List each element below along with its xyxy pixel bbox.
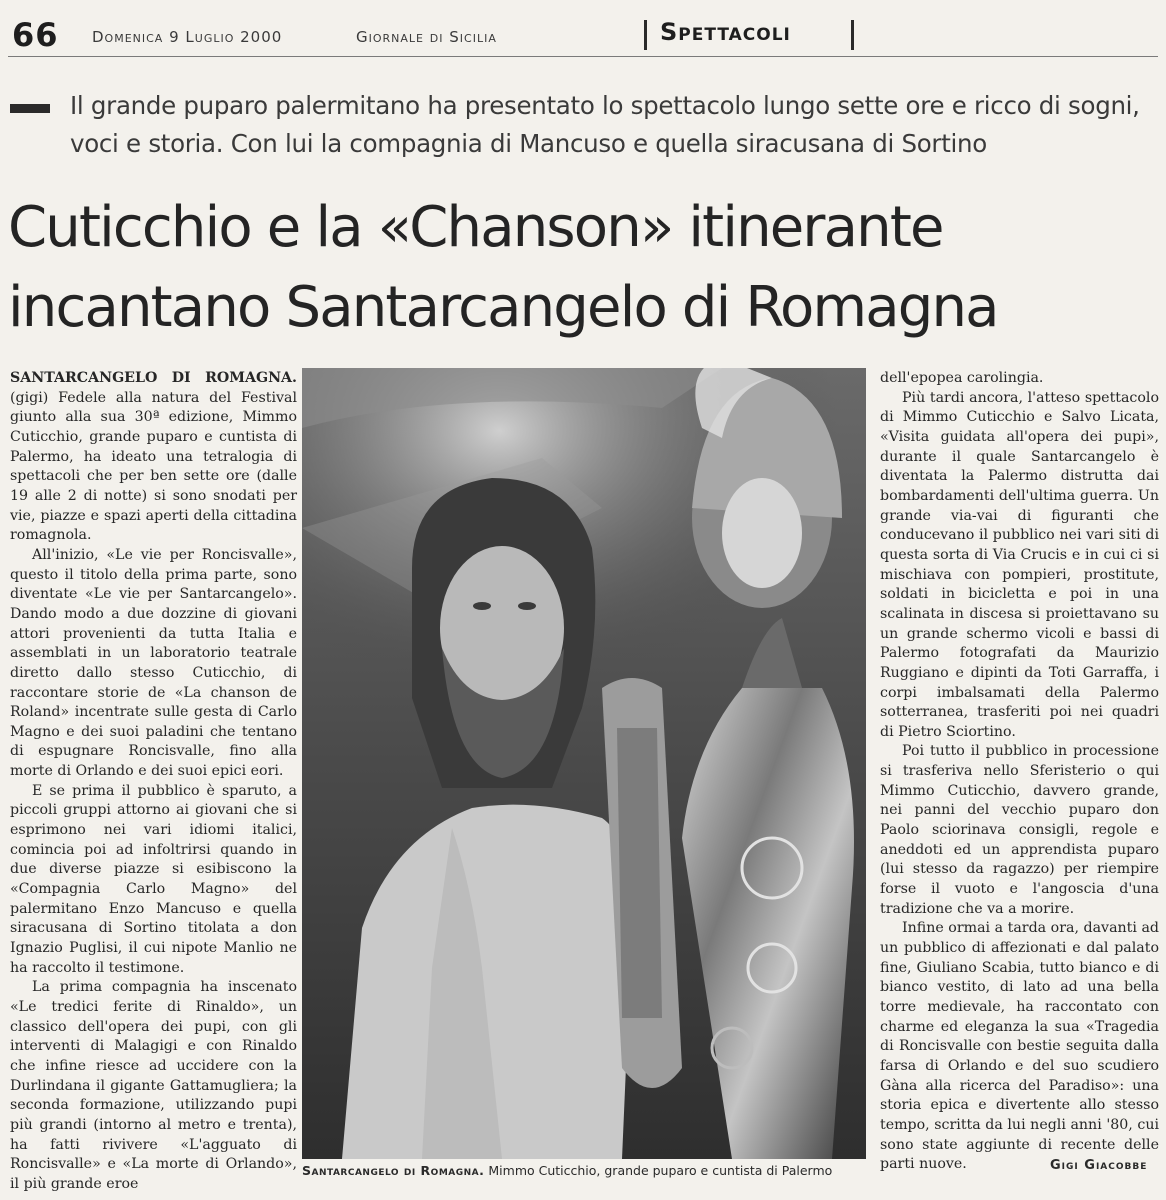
article-photo — [302, 368, 866, 1159]
kicker: Il grande puparo palermitano ha presentato lo spettacolo lungo sette ore e ricco di sogni, voci e storia. Con lui la compagnia di Mancuso e quella siracusana di Sortino — [70, 91, 1140, 158]
dateline: SANTARCANGELO DI ROMAGNA. — [10, 370, 297, 386]
photo-caption — [302, 1163, 868, 1178]
section-divider-left — [644, 20, 647, 50]
section-title: Spettacoli — [660, 18, 791, 46]
article-paragraph: Infine ormai a tarda ora, davanti ad un pubblico di affezionati e dal palato fine, Giuliano Scabia, tutto bianco e di bianco vestito, di lato ad una bella torre medievale, ha raccontato con charme ed eleganza la sua «Tragedia di Roncisvalle con bestie seguita dalla farsa di Orlando e del suo scudiero Gàna alla ricerca del Paradiso»: una storia epica e divertente allo stesso tempo, scritta da lui negli anni '80, cui sono state aggiunte di recente delle parti nuove. — [880, 920, 1159, 1173]
article-column-left — [10, 369, 297, 1195]
article-paragraph: La prima compagnia ha inscenato «Le tredici ferite di Rinaldo», un classico dell'opera dei pupi, con gli interventi di Malagigi e con Rinaldo che infine riesce ad uccidere con la Durlindana il gigante Gattamugliera; la seconda formazione, utilizzando pupi più grandi (intorno al metro e trenta), ha fatti rivivere «L'agguato di Roncisvalle» e «La morte di Orlando», il più grande eroe — [10, 979, 297, 1192]
article-paragraph: Più tardi ancora, l'atteso spettacolo di Mimmo Cuticchio e Salvo Licata, «Visita guidata all'opera dei pupi», durante il quale Santarcangelo è diventata la Palermo distrutta dai bombardamenti dell'ultima guerra. Un grande via-vai di figuranti che conducevano il pubblico nei vari siti di questa sorta di Via Crucis e in cui ci si mischiava con pompieri, prostitute, soldati in bicicletta e poi in una scalinata in discesa si proiettavano su un grande schermo vicoli e bassi di Palermo fotografati da Maurizio Ruggiano e dipinti da Toti Garraffa, i corpi imbalsamati della Palermo sotterranea, trasferiti poi nei quadri di Pietro Sciortino. — [880, 389, 1159, 740]
newspaper-name: Giornale di Sicilia — [356, 28, 497, 46]
caption-text: Mimmo Cuticchio, grande puparo e cuntista di Palermo — [484, 1163, 833, 1178]
headline-line-2: incantano Santarcangelo di Romagna — [8, 275, 998, 340]
issue-date: Domenica 9 Luglio 2000 — [92, 28, 283, 46]
article-paragraph: E se prima il pubblico è sparuto, a piccoli gruppi attorno ai giovani che si esprimono nei vari idiomi italici, comincia poi ad infoltrirsi quando in due diverse piazze si esibiscono la «Compagnia Carlo Magno» del palermitano Enzo Mancuso e quella siracusana di Sortino titolata a don Ignazio Puglisi, il cui nipote Manlio ne ha raccolto il testimone. — [10, 782, 297, 976]
article-paragraph: Poi tutto il pubblico in processione si trasferiva nello Sferisterio o qui Mimmo Cuticchio, davvero grande, nei panni del vecchio puparo don Paolo sciorinava consigli, regole e aneddoti ed un apprendista puparo (lui stesso da ragazzo) per riempire forse il vuoto e l'angoscia d'una tradizione che va a morire. — [880, 743, 1159, 917]
kicker-bullet — [10, 104, 50, 113]
headline — [8, 188, 1163, 348]
byline: Gigi Giacobbe — [1050, 1158, 1148, 1173]
article-paragraph: SANTARCANGELO DI ROMAGNA. (gigi) Fedele alla natura del Festival giunto alla sua 30ª edizione, Mimmo Cuticchio, grande puparo e cuntista di Palermo, ha ideato una tetralogia di spettacoli che per ben sette ore (dalle 19 alle 2 di notte) si sono snodati per vie, piazze e spazi aperti della cittadina romagnola. — [10, 370, 297, 544]
headline-line-1: Cuticchio e la «Chanson» itinerante — [8, 195, 943, 260]
article-column-right — [880, 369, 1159, 1175]
article-paragraph: dell'epopea carolingia. — [880, 370, 1044, 386]
caption-place: Santarcangelo di Romagna. — [302, 1163, 485, 1178]
header-rule — [8, 56, 1158, 57]
section-divider-right — [851, 20, 854, 50]
article-paragraph: All'inizio, «Le vie per Roncisvalle», questo il titolo della prima parte, sono diventate «Le vie per Santarcangelo». Dando modo a due dozzine di giovani attori provenienti da tutta Italia e assemblati in un laboratorio teatrale diretto dallo stesso Cuticchio, di raccontare storie de «La chanson de Roland» incentrate sulle gesta di Carlo Magno e dei suoi paladini che tentano di espugnare Roncisvalle, fino alla morte di Orlando e dei suoi epici eori. — [10, 546, 297, 780]
page-number: 66 — [12, 16, 59, 54]
